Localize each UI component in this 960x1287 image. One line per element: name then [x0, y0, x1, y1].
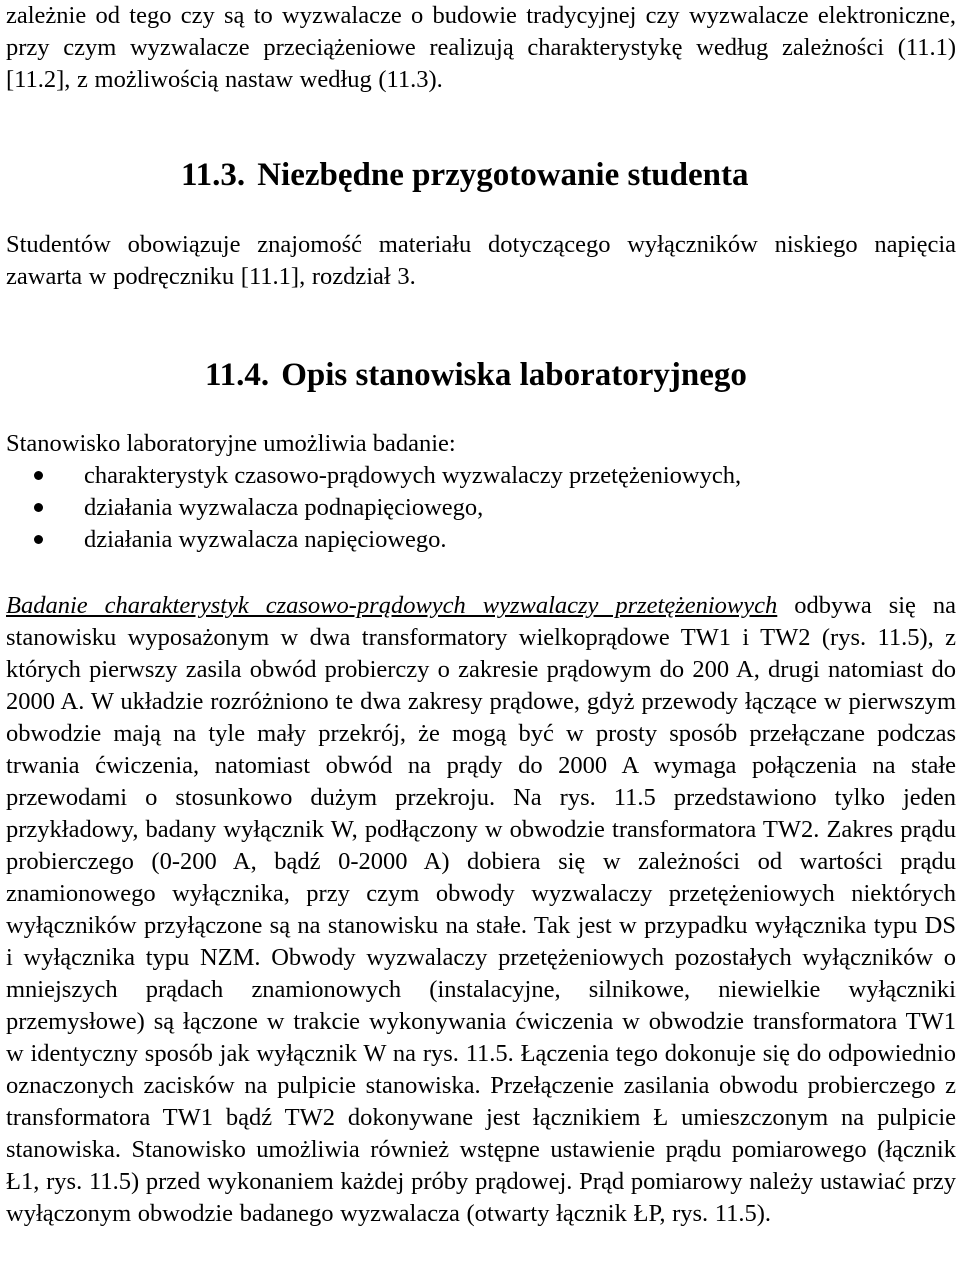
list-item	[6, 460, 741, 492]
emphasized-phrase: Badanie charakterystyk czasowo-prądowych wyzwalaczy przetężeniowych	[6, 592, 778, 619]
section-title: Niezbędne przygotowanie studenta	[257, 157, 749, 193]
section-11-4-intro: Stanowisko laboratoryjne umożliwia badanie:	[6, 430, 456, 457]
section-heading-11-3	[181, 155, 749, 195]
section-number: 11.3.	[181, 157, 246, 193]
list-item	[6, 492, 741, 524]
section-11-3-body: Studentów obowiązuje znajomość materiału dotyczącego wyłączników niskiego napięcia zawarta w podręczniku [11.1], rozdział 3.	[6, 231, 956, 290]
list-item-text: działania wyzwalacza podnapięciowego,	[84, 494, 484, 521]
bullet-icon	[34, 503, 43, 512]
section-heading-11-4	[205, 355, 747, 395]
bullet-icon	[34, 535, 43, 544]
section-number: 11.4.	[205, 357, 270, 393]
list-item-text: charakterystyk czasowo-prądowych wyzwalaczy przetężeniowych,	[84, 462, 742, 489]
bullet-icon	[34, 471, 43, 480]
section-title: Opis stanowiska laboratoryjnego	[281, 357, 747, 393]
list-item	[6, 524, 741, 556]
paragraph-continuation: zależnie od tego czy są to wyzwalacze o budowie tradycyjnej czy wyzwalacze elektroniczne, przy czym wyzwalacze przeciążeniowe realizują charakterystykę według zależności (11.1) [11.2], z możliwością nastaw według (11.3).	[6, 2, 956, 93]
bullet-list	[6, 460, 741, 556]
section-11-4-body	[6, 590, 956, 1230]
body-text: odbywa się na stanowisku wyposażonym w dwa transformatory wielkoprądowe TW1 i TW2 (rys. 11.5), z których pierwszy zasila obwód probierczy o zakresie prądowym do 200 A, drugi natomiast do 2000 A. W układzie rozróżniono te dwa zakresy prądowe, gdyż przewody łączące w pierwszym obwodzie mają na tyle mały przekrój, że mogą być w prosty sposób przełączane podczas trwania ćwiczenia, natomiast obwód na prądy do 2000 A wymaga połączenia na stałe przewodami o stosunkowo dużym przekroju. Na rys. 11.5 przedstawiono tylko jeden przykładowy, badany wyłącznik W, podłączony w obwodzie transformatora TW2. Zakres prądu probierczego (0-200 A, bądź 0-2000 A) dobiera się w zależności od wartości prądu znamionowego wyłącznika, przy czym obwody wyzwalaczy przetężeniowych niektórych wyłączników przyłączone są na stanowisku na stałe. Tak jest w przypadku wyłącznika typu DS i wyłącznika typu NZM. Obwody wyzwalaczy przetężeniowych pozostałych wyłączników o mniejszych prądach znamionowych (instalacyjne, silnikowe, niewielkie wyłączniki przemysłowe) są łączone w trakcie wykonywania ćwiczenia w obwodzie transformatora TW1 w identyczny sposób jak wyłącznik W na rys. 11.5. Łączenia tego dokonuje się do odpowiednio oznaczonych zacisków na pulpicie stanowiska. Przełączenie zasilania obwodu probierczego z transformatora TW1 bądź TW2 dokonywane jest łącznikiem Ł umieszczonym na pulpicie stanowiska. Stanowisko umożliwia również wstępne ustawienie prądu pomiarowego (łącznik Ł1, rys. 11.5) przed wykonaniem każdej próby prądowej. Prąd pomiarowy należy ustawiać przy wyłączonym obwodzie badanego wyzwalacza (otwarty łącznik ŁP, rys. 11.5).	[6, 592, 956, 1227]
list-item-text: działania wyzwalacza napięciowego.	[84, 526, 447, 553]
